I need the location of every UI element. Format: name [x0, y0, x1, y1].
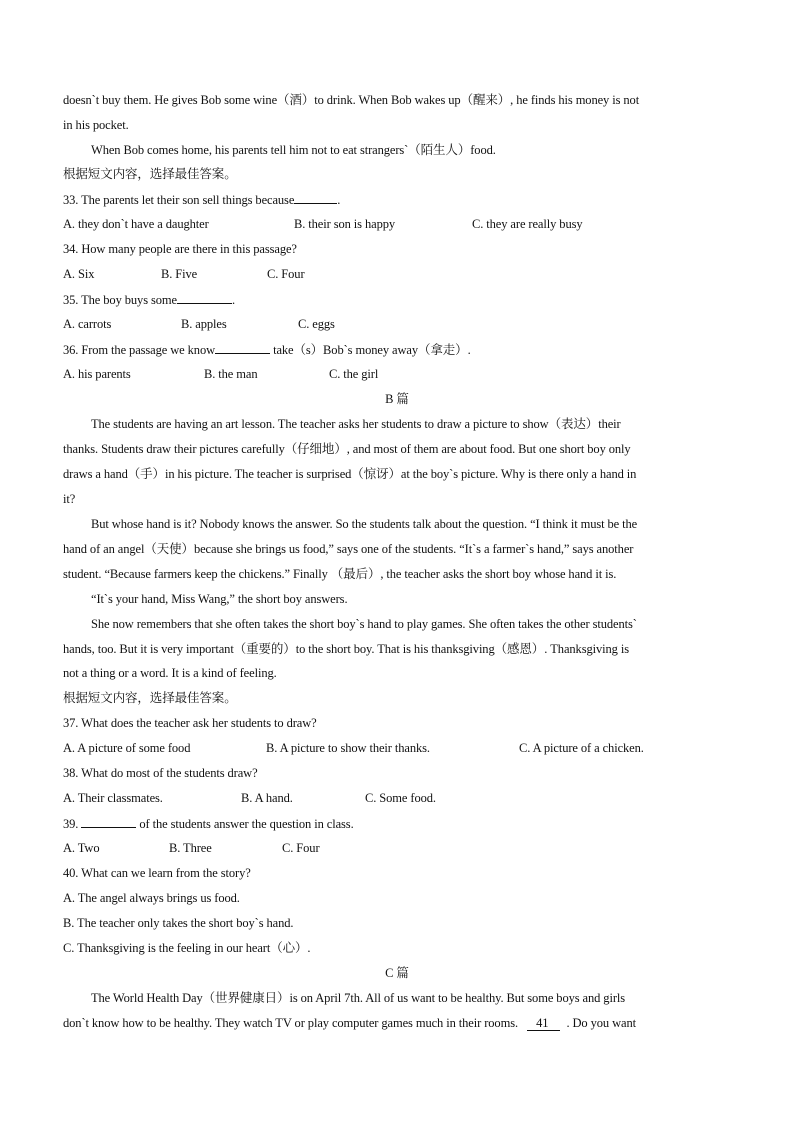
question-40: 40. What can we learn from the story? — [63, 866, 251, 880]
option-c[interactable]: C. the girl — [329, 367, 379, 381]
question-34: 34. How many people are there in this passage? — [63, 242, 297, 256]
answer-blank[interactable] — [81, 815, 136, 828]
option-c[interactable]: C. Four — [267, 267, 305, 281]
passage-b-line: draws a hand（手）in his picture. The teacher is surprised（惊讶）at the boy`s picture. Why is there only a hand in — [63, 467, 637, 481]
passage-b-line: hand of an angel（天使）because she brings us food,” says one of the students. “It`s a farmer`s hand,” says another — [63, 542, 634, 556]
question-37: 37. What does the teacher ask her students to draw? — [63, 716, 317, 730]
option-b[interactable]: B. Five — [161, 267, 198, 281]
section-b-heading: B 篇 — [385, 392, 409, 406]
section-c-heading: C 篇 — [385, 966, 409, 980]
instruction-a: 根据短文内容，选择最佳答案。 — [63, 167, 237, 181]
question-38: 38. What do most of the students draw? — [63, 766, 258, 780]
question-33: 33. The parents let their son sell things because . — [63, 193, 341, 207]
passage-b-line: The students are having an art lesson. The teacher asks her students to draw a picture to show（表达）their — [91, 417, 621, 431]
passage-c-line: The World Health Day（世界健康日）is on April 7th. All of us want to be healthy. But some boys and girls — [91, 991, 626, 1005]
option-a[interactable]: A. The angel always brings us food. — [63, 891, 240, 905]
option-b[interactable]: B. their son is happy — [294, 217, 396, 231]
question-35: 35. The boy buys some . — [63, 293, 236, 307]
passage-a-line: When Bob comes home, his parents tell him not to eat strangers`（陌生人）food. — [91, 143, 496, 157]
option-b[interactable]: B. A hand. — [241, 791, 293, 805]
option-c[interactable]: C. Thanksgiving is the feeling in our heart（心）. — [63, 941, 311, 955]
passage-b-line: thanks. Students draw their pictures carefully（仔细地）, and most of them are about food. But one short boy only — [63, 442, 631, 456]
option-c[interactable]: C. they are really busy — [472, 217, 583, 231]
option-b[interactable]: B. Three — [169, 841, 212, 855]
option-a[interactable]: A. A picture of some food — [63, 741, 191, 755]
option-a[interactable]: A. Their classmates. — [63, 791, 163, 805]
passage-a-line: doesn`t buy them. He gives Bob some wine（酒）to drink. When Bob wakes up（醒来）, he finds his money is not — [63, 93, 640, 107]
passage-a-line: in his pocket. — [63, 118, 129, 132]
question-39: 39. of the students answer the question in class. — [63, 817, 354, 831]
option-a[interactable]: A. his parents — [63, 367, 131, 381]
option-a[interactable]: A. they don`t have a daughter — [63, 217, 209, 231]
option-a[interactable]: A. carrots — [63, 317, 112, 331]
question-36: 36. From the passage we know take（s）Bob`s money away（拿走）. — [63, 343, 471, 357]
option-a[interactable]: A. Six — [63, 267, 95, 281]
option-b[interactable]: B. A picture to show their thanks. — [266, 741, 430, 755]
option-b[interactable]: B. apples — [181, 317, 227, 331]
option-c[interactable]: C. Some food. — [365, 791, 436, 805]
passage-b-line: not a thing or a word. It is a kind of feeling. — [63, 666, 277, 680]
option-b[interactable]: B. the man — [204, 367, 258, 381]
passage-b-line: But whose hand is it? Nobody knows the answer. So the students talk about the question. “I think it must be the — [91, 517, 638, 531]
instruction-b: 根据短文内容，选择最佳答案。 — [63, 691, 237, 705]
option-c[interactable]: C. A picture of a chicken. — [519, 741, 644, 755]
passage-b-line: She now remembers that she often takes the short boy`s hand to play games. She often takes the other students` — [91, 617, 637, 631]
answer-blank[interactable] — [215, 341, 270, 354]
option-c[interactable]: C. Four — [282, 841, 320, 855]
option-a[interactable]: A. Two — [63, 841, 100, 855]
answer-blank[interactable] — [177, 291, 232, 304]
passage-b-line: “It`s your hand, Miss Wang,” the short boy answers. — [91, 592, 348, 606]
passage-b-line: it? — [63, 492, 76, 506]
cloze-blank-41[interactable]: 41 — [527, 1016, 560, 1031]
option-b[interactable]: B. The teacher only takes the short boy`s hand. — [63, 916, 294, 930]
passage-b-line: student. “Because farmers keep the chickens.” Finally （最后）, the teacher asks the short boy whose hand it is. — [63, 567, 617, 581]
option-c[interactable]: C. eggs — [298, 317, 335, 331]
passage-b-line: hands, too. But it is very important（重要的）to the short boy. That is his thanksgiving（感恩）. Thanksgiving is — [63, 642, 629, 656]
passage-c-line: don`t know how to be healthy. They watch TV or play computer games much in their rooms. 41 . Do you want — [63, 1016, 636, 1030]
answer-blank[interactable] — [294, 191, 337, 204]
